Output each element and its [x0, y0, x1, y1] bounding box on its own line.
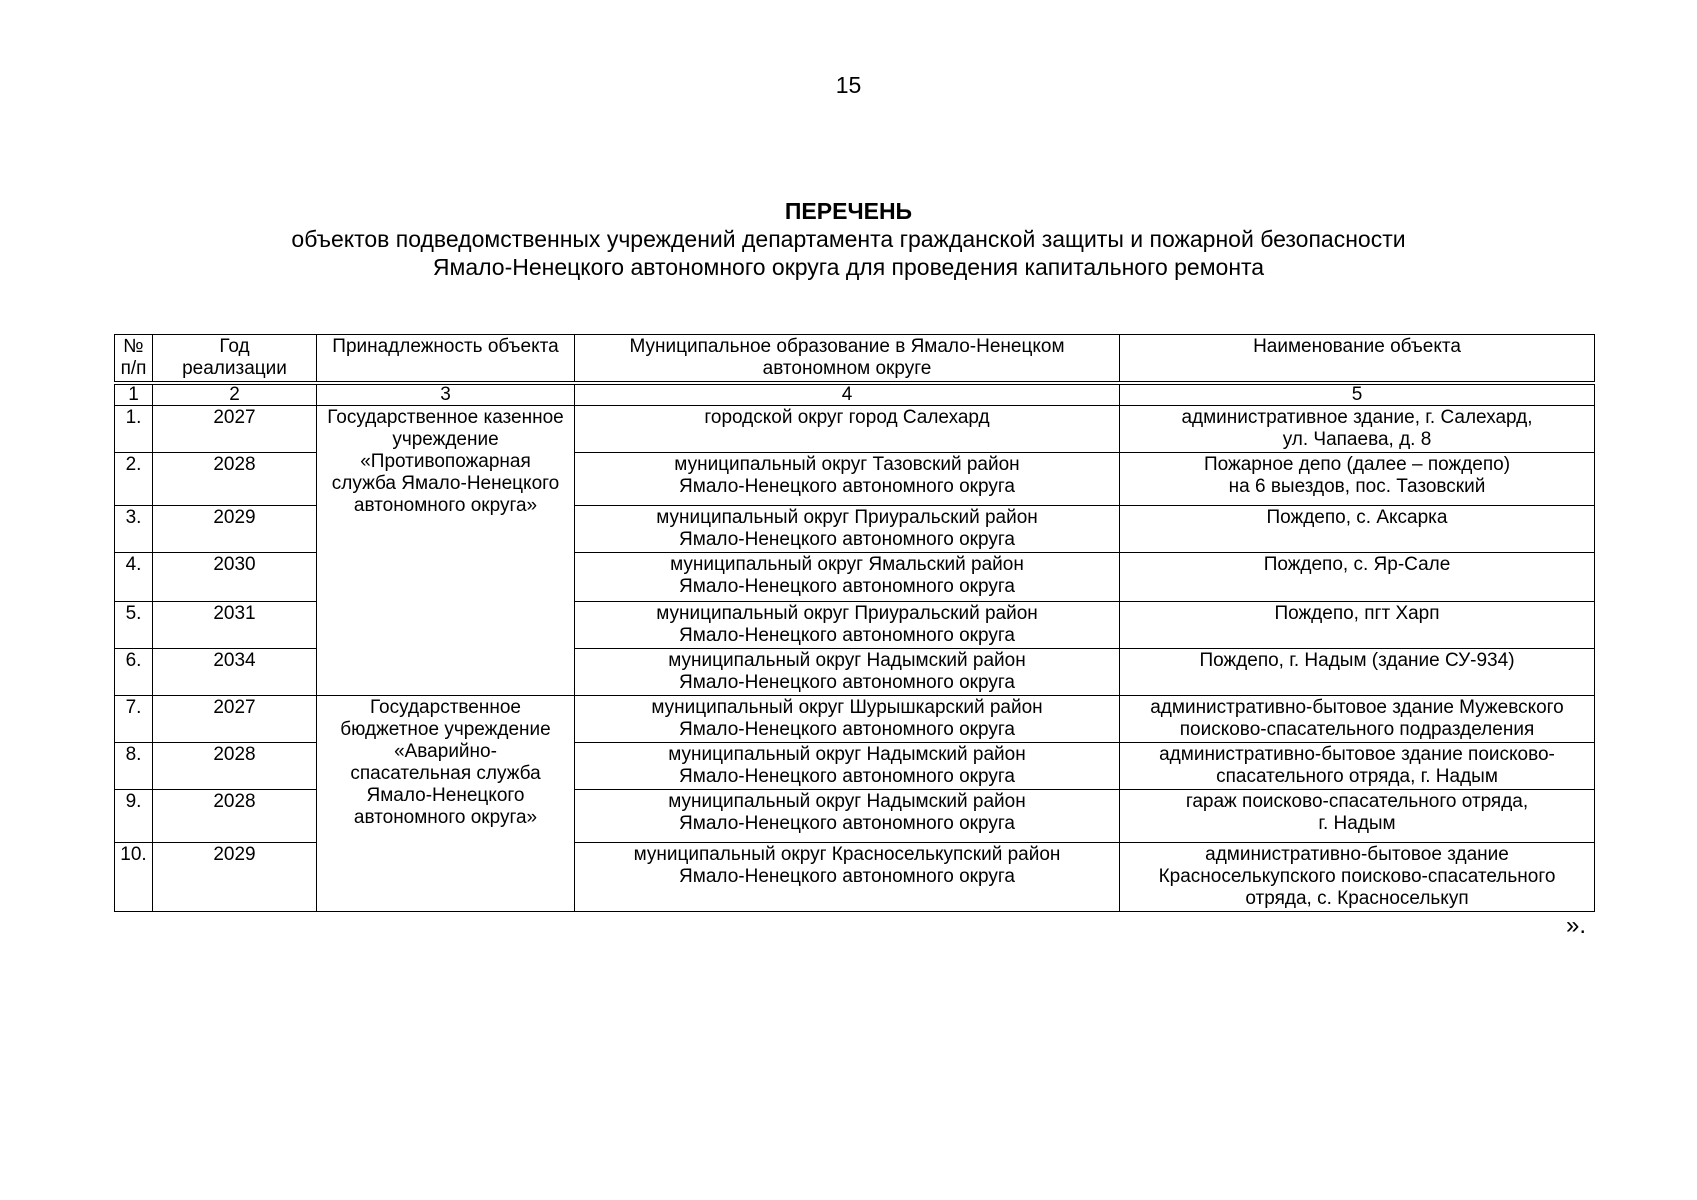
- row-number: 8.: [115, 743, 153, 790]
- subtitle-line-1: объектов подведомственных учреждений департамента гражданской защиты и пожарной безопасности: [291, 226, 1406, 252]
- document-subtitle: [0, 225, 1697, 281]
- row-year: 2031: [153, 602, 317, 649]
- object-line: административно-бытовое здание: [1205, 844, 1509, 865]
- municipality-line: муниципальный округ Приуральский район: [656, 507, 1038, 528]
- row-number: 2.: [115, 453, 153, 506]
- object-line: Пождепо, пгт Харп: [1274, 603, 1440, 624]
- municipality-line: муниципальный округ Надымский район: [668, 650, 1026, 671]
- column-number: 5: [1120, 383, 1595, 406]
- object-line: Красноселькупского поисково-спасательного: [1158, 866, 1556, 887]
- row-object: [1120, 602, 1595, 649]
- row-year: 2028: [153, 743, 317, 790]
- municipality-line: Ямало-Ненецкого автономного округа: [679, 625, 1015, 646]
- header-owner-text: Принадлежность объекта: [332, 336, 559, 357]
- header-year-line-2: реализации: [182, 358, 287, 379]
- header-year-line-1: Год: [219, 336, 250, 357]
- closing-quote-mark: ».: [1566, 912, 1587, 939]
- table-row: [115, 406, 1595, 453]
- row-object: [1120, 406, 1595, 453]
- object-line: административное здание, г. Салехард,: [1181, 407, 1533, 428]
- row-number: 5.: [115, 602, 153, 649]
- column-number-row: [115, 383, 1595, 406]
- object-line: административно-бытовое здание Мужевского: [1150, 697, 1564, 718]
- municipality-line: Ямало-Ненецкого автономного округа: [679, 813, 1015, 834]
- row-year: 2027: [153, 696, 317, 743]
- object-line: административно-бытовое здание поисково-: [1159, 744, 1555, 765]
- row-object: [1120, 649, 1595, 696]
- municipality-line: Ямало-Ненецкого автономного округа: [679, 866, 1015, 887]
- row-object: [1120, 743, 1595, 790]
- object-line: спасательного отряда, г. Надым: [1216, 766, 1498, 787]
- municipality-line: муниципальный округ Приуральский район: [656, 603, 1038, 624]
- row-number: 6.: [115, 649, 153, 696]
- row-object: [1120, 453, 1595, 506]
- header-object-text: Наименование объекта: [1253, 336, 1461, 357]
- municipality-line: муниципальный округ Ямальский район: [670, 554, 1024, 575]
- header-municipality: [575, 335, 1120, 384]
- owner-line: учреждение: [392, 429, 499, 450]
- column-number: 4: [575, 383, 1120, 406]
- row-object: [1120, 553, 1595, 602]
- row-year: 2028: [153, 790, 317, 843]
- header-num: [115, 335, 153, 384]
- municipality-line: городской округ город Салехард: [704, 407, 990, 428]
- object-line: ул. Чапаева, д. 8: [1282, 429, 1432, 450]
- row-municipality: [575, 743, 1120, 790]
- municipality-line: муниципальный округ Шурышкарский район: [651, 697, 1043, 718]
- header-num-line-1: №: [123, 336, 144, 357]
- row-number: 10.: [115, 843, 153, 912]
- row-number: 9.: [115, 790, 153, 843]
- row-number: 1.: [115, 406, 153, 453]
- owner-line: Государственное казенное: [327, 407, 564, 428]
- header-owner: [317, 335, 575, 384]
- header-object: [1120, 335, 1595, 384]
- municipality-line: муниципальный округ Тазовский район: [674, 454, 1020, 475]
- object-line: Пождепо, с. Яр-Сале: [1263, 554, 1451, 575]
- row-year: 2027: [153, 406, 317, 453]
- subtitle-line-2: Ямало-Ненецкого автономного округа для проведения капитального ремонта: [432, 254, 1265, 280]
- owner-line: автономного округа»: [353, 807, 538, 828]
- municipality-line: муниципальный округ Красноселькупский район: [633, 844, 1061, 865]
- row-municipality: [575, 843, 1120, 912]
- header-num-line-2: п/п: [120, 358, 147, 379]
- page-number: 15: [835, 72, 862, 98]
- municipality-line: Ямало-Ненецкого автономного округа: [679, 576, 1015, 597]
- municipality-line: Ямало-Ненецкого автономного округа: [679, 672, 1015, 693]
- row-object: [1120, 696, 1595, 743]
- object-line: гараж поисково-спасательного отряда,: [1185, 791, 1529, 812]
- owner-line: Государственное: [370, 697, 521, 718]
- column-number: 2: [153, 383, 317, 406]
- row-municipality: [575, 506, 1120, 553]
- column-number: 1: [115, 383, 153, 406]
- object-line: г. Надым: [1318, 813, 1396, 834]
- owner-line: бюджетное учреждение: [340, 719, 551, 740]
- object-line: Пождепо, г. Надым (здание СУ-934): [1199, 650, 1515, 671]
- row-year: 2030: [153, 553, 317, 602]
- owner-fire-service: [317, 406, 575, 696]
- owner-line: «Противопожарная: [360, 451, 531, 472]
- row-municipality: [575, 602, 1120, 649]
- municipality-line: Ямало-Ненецкого автономного округа: [679, 719, 1015, 740]
- row-municipality: [575, 406, 1120, 453]
- owner-line: спасательная служба: [350, 763, 541, 784]
- column-number: 3: [317, 383, 575, 406]
- municipality-line: муниципальный округ Надымский район: [668, 791, 1026, 812]
- table-header-row: [115, 335, 1595, 384]
- municipality-line: Ямало-Ненецкого автономного округа: [679, 476, 1015, 497]
- header-municipality-line-2: автономном округе: [762, 358, 932, 379]
- objects-table: [114, 334, 1595, 912]
- row-year: 2034: [153, 649, 317, 696]
- row-object: [1120, 843, 1595, 912]
- row-number: 7.: [115, 696, 153, 743]
- row-municipality: [575, 696, 1120, 743]
- object-line: на 6 выездов, пос. Тазовский: [1228, 476, 1486, 497]
- row-year: 2028: [153, 453, 317, 506]
- municipality-line: муниципальный округ Надымский район: [668, 744, 1026, 765]
- header-year: [153, 335, 317, 384]
- municipality-line: Ямало-Ненецкого автономного округа: [679, 529, 1015, 550]
- owner-line: Ямало-Ненецкого: [366, 785, 525, 806]
- row-number: 4.: [115, 553, 153, 602]
- object-line: поисково-спасательного подразделения: [1179, 719, 1535, 740]
- row-year: 2029: [153, 843, 317, 912]
- object-line: Пожарное депо (далее – пождепо): [1203, 454, 1511, 475]
- row-year: 2029: [153, 506, 317, 553]
- row-object: [1120, 506, 1595, 553]
- row-number: 3.: [115, 506, 153, 553]
- table-row: [115, 696, 1595, 743]
- row-municipality: [575, 790, 1120, 843]
- row-municipality: [575, 453, 1120, 506]
- row-object: [1120, 790, 1595, 843]
- owner-line: служба Ямало-Ненецкого: [331, 473, 560, 494]
- owner-line: «Аварийно-: [394, 741, 497, 762]
- header-municipality-line-1: Муниципальное образование в Ямало-Ненецком: [629, 336, 1065, 357]
- owner-rescue-service: [317, 696, 575, 912]
- document-title: ПЕРЕЧЕНЬ: [784, 198, 913, 224]
- owner-line: автономного округа»: [353, 495, 538, 516]
- object-line: отряда, с. Красноселькуп: [1245, 888, 1469, 909]
- row-municipality: [575, 553, 1120, 602]
- object-line: Пождепо, с. Аксарка: [1266, 507, 1448, 528]
- municipality-line: Ямало-Ненецкого автономного округа: [679, 766, 1015, 787]
- row-municipality: [575, 649, 1120, 696]
